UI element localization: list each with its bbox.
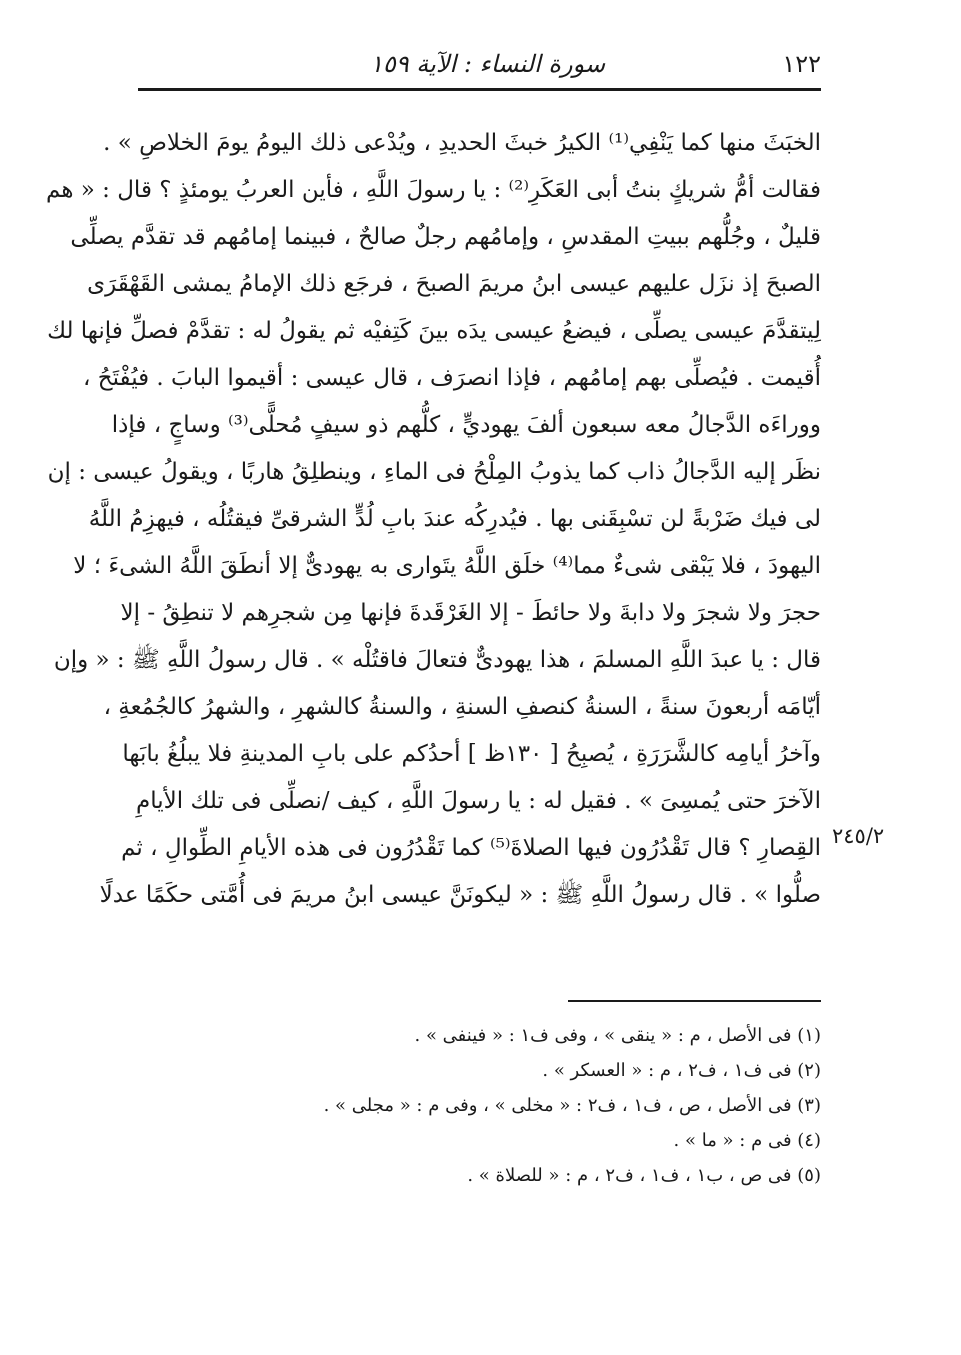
body-line: قال : يا عبدَ اللَّهِ المسلمَ ، هذا يهودىٌّ فتعالَ فاقتُلْه » . قال رسولُ اللَّهِ ﷺ : « وإن <box>53 647 821 673</box>
margin-reference: ٢٤٥/٢ <box>832 824 885 848</box>
body-line: صلُّوا » . قال رسولُ اللَّهِ ﷺ : « ليكونَنَّ عيسى ابنُ مريمَ فى أُمَّتى حكَمًا عدلًا <box>99 882 821 908</box>
header-rule <box>138 88 821 91</box>
running-title: سورة النساء : الآية ١٥٩ <box>370 50 606 78</box>
footnotes <box>138 1018 821 1193</box>
footnote-rule <box>568 1000 821 1002</box>
body-line: الخبَثَ منها كما يَنْفِي⁽¹⁾ الكيرُ خبثَ الحديدِ ، ويُدْعى ذلك اليومُ يومَ الخلاصِ » . <box>103 130 821 156</box>
footnote: (٢) فى ف١ ، ف٢ ، م : « العسكر » . <box>542 1060 821 1081</box>
body-line: اليهودَ ، فلا يَبْقى شىءٌ مما⁽⁴⁾ خلَق اللَّهُ يتَوارى به يهودىٌّ إلا أنطَقَ اللَّهُ الشىءَ ؛ لا <box>73 553 821 579</box>
body-line: قليلٌ ، وجُلُّهم ببيتِ المقدسِ ، وإمامُهم رجلٌ صالحٌ ، فبينما إمامُهم قد تقدَّم يصلِّى <box>70 224 821 250</box>
body-line: وآخرُ أيامِه كالشَّرَرَةِ ، يُصبِحُ [ ١٣٠ظ ] أحدُكم على بابِ المدينةِ فلا يبلُغُ بابَها <box>122 741 821 767</box>
body-line: نظَر إليه الدَّجالُ ذاب كما يذوبُ المِلْحُ فى الماءِ ، وينطلِقُ هاربًا ، ويقولُ عيسى : إن <box>47 459 821 485</box>
footnote: (٥) فى ص ، ب١ ، ف١ ، ف٢ ، م : « للصلاة » . <box>467 1165 821 1186</box>
footnote: (٣) فى الأصل ، ص ، ف١ ، ف٢ : « مخلى » ، وفى م : « مجلى » . <box>323 1095 821 1116</box>
body-line: لى فيك ضَرْبةً لن تسْبِقَنى بها . فيُدرِكُه عندَ بابِ لُدٍّ الشرقىِّ فيقتُلُه ، فيهزِمُ اللَّهُ <box>88 506 821 532</box>
body-text <box>46 120 821 919</box>
body-line: الآخرَ حتى يُمسِىَ » . فقيل له : يا رسولَ اللَّهِ ، كيف /نصلِّى فى تلك الأيامِ <box>135 788 821 814</box>
body-line: الصبحَ إذ نزَل عليهم عيسى ابنُ مريمَ الصبحَ ، فرجَع ذلك الإمامُ يمشى القَهْقَرَى <box>87 271 821 297</box>
page-number: ١٢٢ <box>782 50 821 78</box>
body-line: أُقيمت . فيُصلِّى بهم إمامُهم ، فإذا انصرَف ، قال عيسى : أقيموا البابَ . فيُفْتَحُ ، <box>83 365 821 391</box>
body-line: فقالت أمُّ شريكٍ بنتُ أبى العَكَرِ⁽²⁾ : يا رسولَ اللَّهِ ، فأين العربُ يومئذٍ ؟ قال : « هم <box>46 177 821 203</box>
body-line: حجرَ ولا شجرَ ولا دابةَ ولا حائطَ - إلا الغَرْقَدةَ فإنها مِن شجرِهم لا تنطِقُ - إلا <box>120 600 821 626</box>
body-line: ووراءَه الدَّجالُ معه سبعون ألفَ يهوديٍّ ، كلُّهم ذو سيفٍ مُحلًّى⁽³⁾ وساجٍ ، فإذا <box>111 412 821 438</box>
footnote: (٤) فى م : « ما » . <box>673 1130 821 1151</box>
body-line: أيّامَه أربعونَ سنةً ، السنةُ كنصفِ السنةِ ، والسنةُ كالشهرِ ، والشهرُ كالجُمُعةِ ، <box>103 694 821 720</box>
body-line: لِيتقدَّمَ عيسى يصلِّى ، فيضعُ عيسى يدَه بينَ كَتِفيْه ثم يقولُ له : تقدَّمْ فصلِّ فإنها لك <box>47 318 821 344</box>
body-line: القِصارِ ؟ قال تَقْدُرُون فيها الصلاةَ⁽⁵⁾ كما تَقْدُرُون فى هذه الأيامِ الطِّوالِ ، ثم <box>121 835 821 861</box>
footnote: (١) فى الأصل ، م : « ينقى » ، وفى ف١ : « فينفى » . <box>414 1025 821 1046</box>
